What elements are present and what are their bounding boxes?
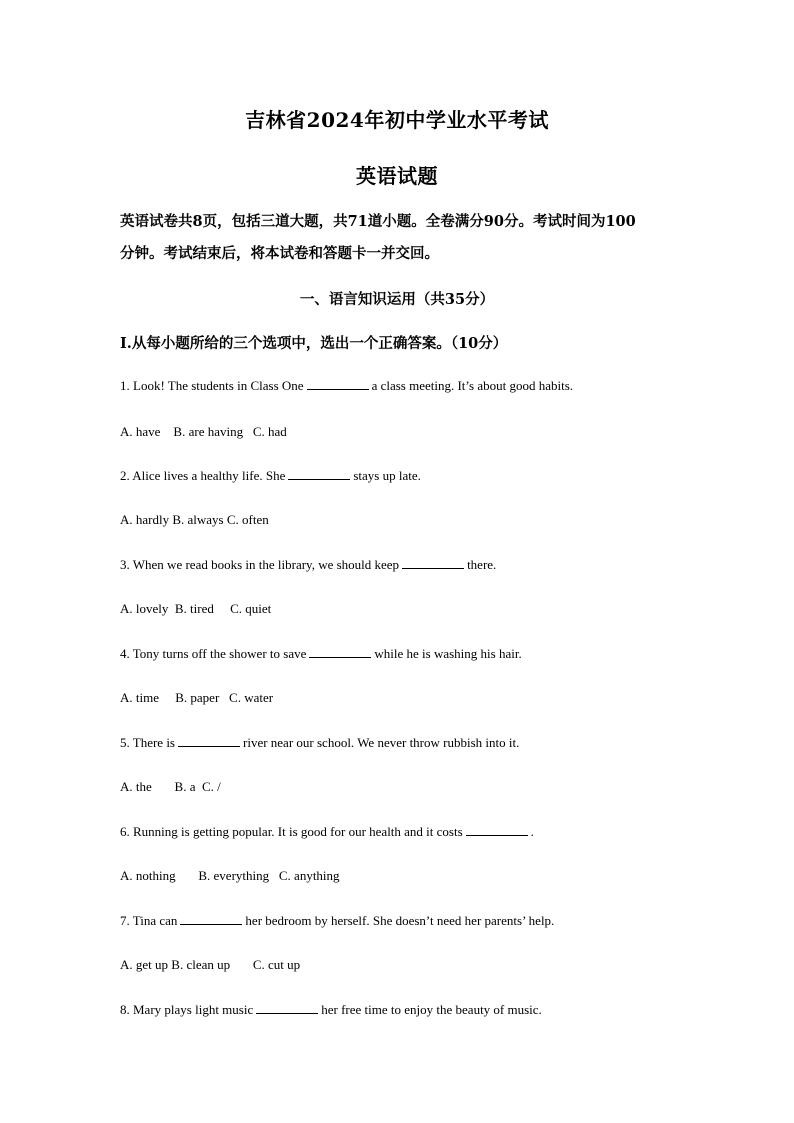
question-text: 8. Mary plays light music: [120, 1002, 254, 1017]
question-text: 7. Tina can: [120, 913, 178, 928]
question-2-options: A. hardly B. always C. often: [120, 512, 269, 527]
exam-subtitle: 英语试题: [356, 164, 438, 188]
question-text: 6. Running is getting popular. It is good for our health and it costs: [120, 824, 463, 839]
question-text-after: river near our school. We never throw rubbish into it.: [243, 735, 520, 750]
question-text-after: a class meeting. It’s about good habits.: [371, 378, 574, 393]
question-4: [120, 646, 522, 662]
question-text-after: stays up late.: [353, 468, 421, 483]
answer-blank: [402, 557, 464, 569]
question-5: [120, 735, 519, 751]
question-text: 3. When we read books in the library, we should keep: [120, 557, 400, 572]
question-text-after: her bedroom by herself. She doesn’t need her parents’ help.: [245, 913, 555, 928]
question-6: [120, 824, 534, 840]
instructions-line-2: 分钟。考试结束后，将本试卷和答题卡一并交回。: [120, 245, 439, 262]
question-4-options: A. time B. paper C. water: [120, 690, 274, 705]
question-5-options: A. the B. a C. /: [120, 779, 221, 794]
instructions-line-1: 英语试卷共8页，包括三道大题，共71道小题。全卷满分90分。考试时间为100: [120, 213, 636, 230]
question-8: [120, 1002, 542, 1018]
section-heading: 一、语言知识运用（共35分）: [299, 291, 495, 308]
answer-blank: [288, 468, 350, 480]
answer-blank: [256, 1002, 318, 1014]
question-text-after: .: [530, 824, 534, 839]
exam-title: 吉林省2024年初中学业水平考试: [245, 108, 549, 132]
question-7: [120, 913, 554, 929]
question-3-options: A. lovely B. tired C. quiet: [120, 601, 272, 616]
question-1: [120, 378, 573, 394]
question-text: 1. Look! The students in Class One: [120, 378, 304, 393]
answer-blank: [309, 646, 371, 658]
answer-blank: [466, 824, 528, 836]
question-6-options: A. nothing B. everything C. anything: [120, 868, 340, 883]
answer-blank: [178, 735, 240, 747]
exam-instructions: [120, 206, 680, 270]
question-7-options: A. get up B. clean up C. cut up: [120, 957, 301, 972]
question-text: 2. Alice lives a healthy life. She: [120, 468, 286, 483]
question-text-after: there.: [467, 557, 497, 572]
question-text: 5. There is: [120, 735, 175, 750]
question-2: [120, 468, 421, 484]
question-3: [120, 557, 496, 573]
question-text-after: her free time to enjoy the beauty of music.: [321, 1002, 542, 1017]
question-text: 4. Tony turns off the shower to save: [120, 646, 307, 661]
question-text-after: while he is washing his hair.: [374, 646, 522, 661]
answer-blank: [307, 378, 369, 390]
question-1-options: A. have B. are having C. had: [120, 424, 287, 439]
answer-blank: [180, 913, 242, 925]
part-heading: Ⅰ.从每小题所给的三个选项中，选出一个正确答案。（10分）: [120, 335, 508, 352]
